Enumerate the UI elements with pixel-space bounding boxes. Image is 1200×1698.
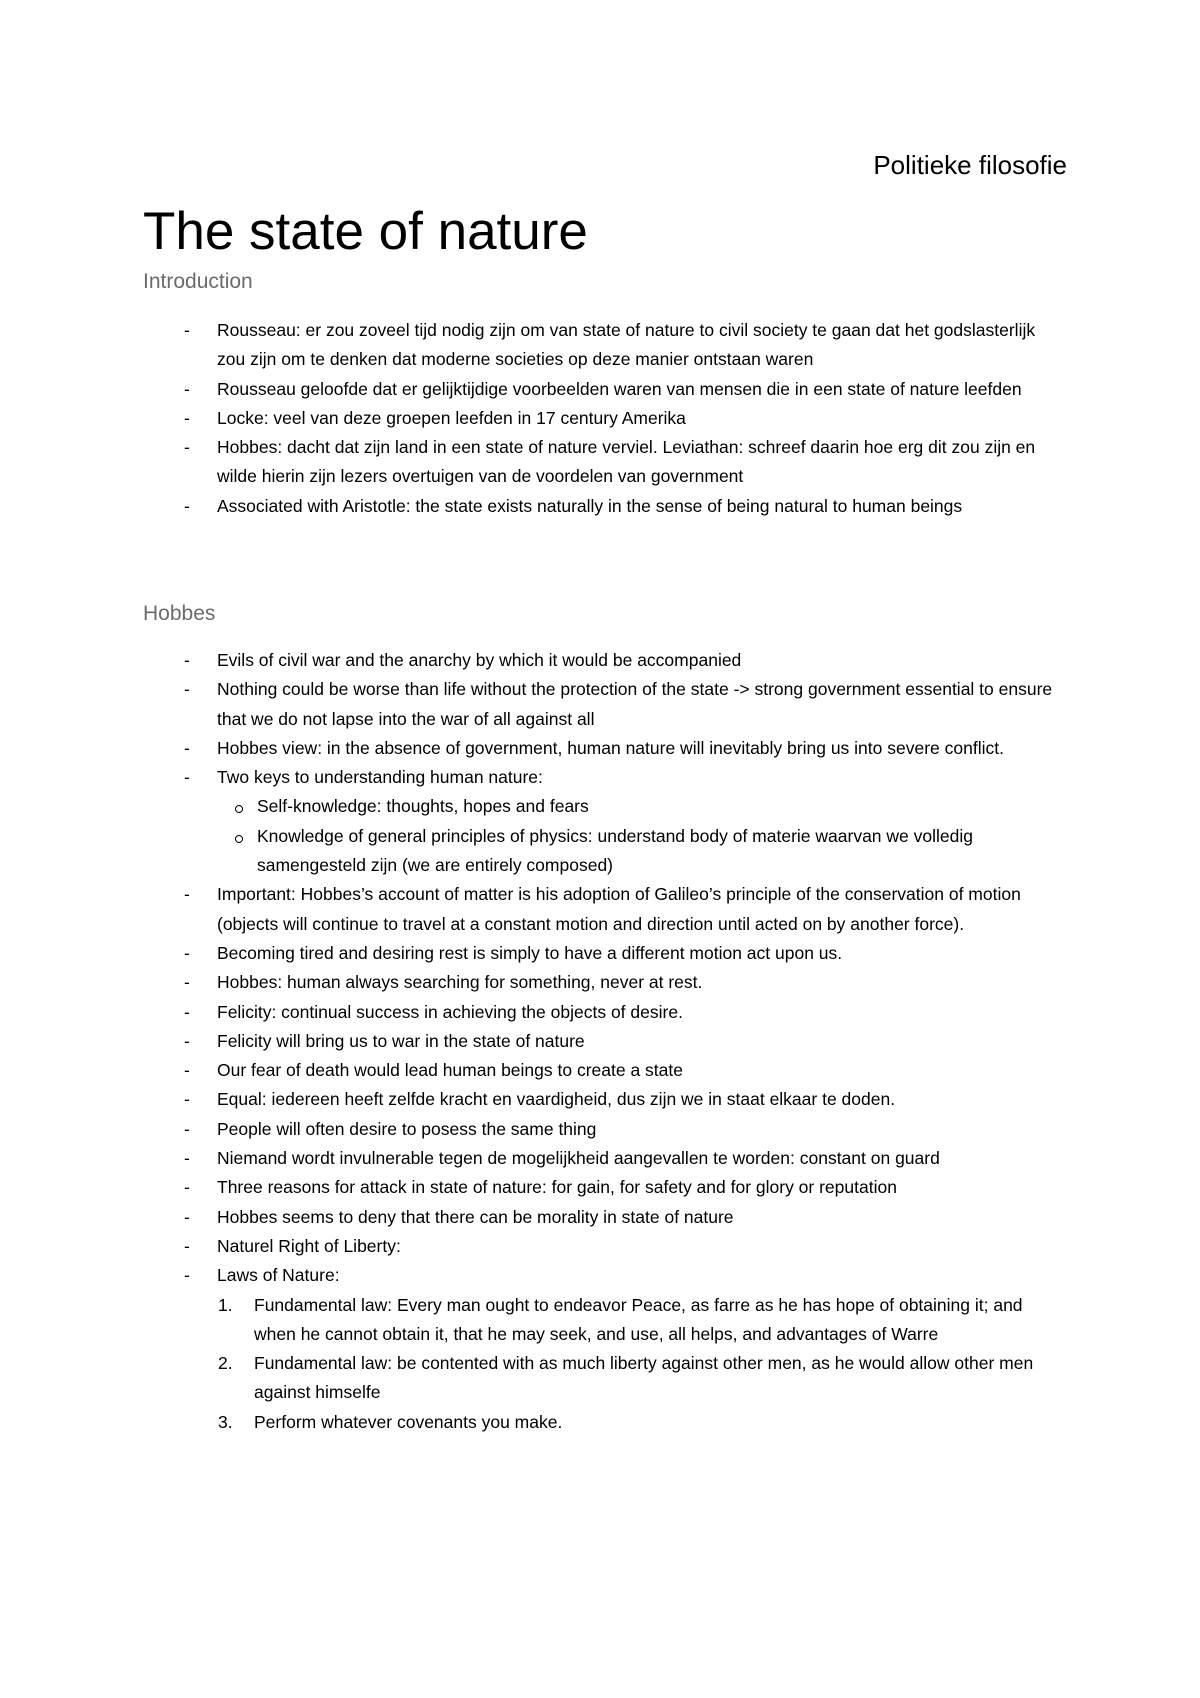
list-number: 1. [218,1294,233,1315]
dash-bullet: - [184,1030,190,1051]
list-item: - Niemand wordt invulnerable tegen de mogelijkheid aangevallen te worden: constant on guard [184,1144,1064,1173]
list-number: 2. [218,1353,233,1374]
list-item: - Hobbes: human always searching for something, never at rest. [184,968,1064,997]
introduction-list [184,316,1064,521]
numbered-list-item: 2. Fundamental law: be contented with as much liberty against other men, as he would allow other men against himselfe [184,1349,1064,1408]
numbered-list-item: 3. Perform whatever covenants you make. [184,1408,1064,1437]
sub-list-item: Knowledge of general principles of physics: understand body of materie waarvan we volledig samengesteld zijn (we are entirely composed) [257,825,973,876]
list-item: - Our fear of death would lead human beings to create a state [184,1056,1064,1085]
list-item: - Important: Hobbes’s account of matter is his adoption of Galileo’s principle of the conservation of motion (objects will continue to travel at a constant motion and direction until acted on by another force). [184,880,1064,939]
dash-bullet: - [184,1206,190,1227]
introduction-heading: Introduction [143,270,253,293]
list-item: - Rousseau: er zou zoveel tijd nodig zijn om van state of nature to civil society te gaan dat het godslasterlijk zou zijn om te denken dat moderne societies op deze manier ontstaan waren [184,316,1064,375]
page-title: The state of nature [143,202,588,261]
list-number: 3. [218,1411,233,1432]
dash-bullet: - [184,1148,190,1169]
dash-bullet: - [184,1060,190,1081]
dash-bullet: - [184,972,190,993]
dash-bullet: - [184,1177,190,1198]
list-item: - Felicity: continual success in achieving the objects of desire. [184,998,1064,1027]
hobbes-list [184,646,1064,1437]
list-item: - Hobbes view: in the absence of government, human nature will inevitably bring us into severe conflict. [184,734,1064,763]
dash-bullet: - [184,942,190,963]
course-header: Politieke filosofie [873,150,1067,180]
laws-of-nature-list [184,1291,1064,1437]
dash-bullet: - [184,737,190,758]
dash-bullet: - [184,1235,190,1256]
list-item: - People will often desire to posess the same thing [184,1115,1064,1144]
list-item: - Evils of civil war and the anarchy by which it would be accompanied [184,646,1064,675]
list-item: - Becoming tired and desiring rest is simply to have a different motion act upon us. [184,939,1064,968]
dash-bullet: - [184,767,190,788]
dash-bullet: - [184,1265,190,1286]
dash-bullet: - [184,378,190,399]
list-item: - Hobbes: dacht dat zijn land in een state of nature verviel. Leviathan: schreef daarin hoe erg dit zou zijn en wilde hierin zijn lezers overtuigen van de voordelen van government [184,433,1064,492]
list-item: - Nothing could be worse than life without the protection of the state -> strong government essential to ensure that we do not lapse into the war of all against all [184,675,1064,734]
hobbes-heading: Hobbes [143,602,216,625]
dash-bullet: - [184,1001,190,1022]
dash-bullet: - [184,1089,190,1110]
list-item: - Three reasons for attack in state of nature: for gain, for safety and for glory or reputation [184,1173,1064,1202]
dash-bullet: - [184,495,190,516]
dash-bullet: - [184,1118,190,1139]
list-item: - Felicity will bring us to war in the state of nature [184,1027,1064,1056]
list-item: - Hobbes seems to deny that there can be morality in state of nature [184,1203,1064,1232]
list-item: - Laws of Nature: 1. Fundamental law: Every man ought to endeavor Peace, as farre as he has hope of obtaining it; and when he cannot obtain it, that he may seek, and use, all helps, and advantages of Warre 2. Fundamental law: be contented with as much liberty against other men, as he would allow other men against himselfe 3. Perform whatever covenants you make. [184,1261,1064,1437]
list-item: - Associated with Aristotle: the state exists naturally in the sense of being natural to human beings [184,492,1064,521]
list-item: - Two keys to understanding human nature: Self-knowledge: thoughts, hopes and fears Knowledge of general principles of physics: understand body of materie waarvan we volledig samengesteld zijn (we are entirely composed) [184,763,1064,880]
dash-bullet: - [184,679,190,700]
sub-list [217,792,1064,880]
sub-list-item: Self-knowledge: thoughts, hopes and fears [257,796,589,817]
dash-bullet: - [184,650,190,670]
dash-bullet: - [184,407,190,428]
list-item: - Locke: veel van deze groepen leefden in 17 century Amerika [184,404,1064,433]
dash-bullet: - [184,320,190,340]
list-item: - Rousseau geloofde dat er gelijktijdige voorbeelden waren van mensen die in een state of nature leefden [184,375,1064,404]
list-item: - Naturel Right of Liberty: [184,1232,1064,1261]
list-item: - Equal: iedereen heeft zelfde kracht en vaardigheid, dus zijn we in staat elkaar te doden. [184,1085,1064,1114]
dash-bullet: - [184,437,190,458]
numbered-list-item: 1. Fundamental law: Every man ought to endeavor Peace, as farre as he has hope of obtaining it; and when he cannot obtain it, that he may seek, and use, all helps, and advantages of Warre [184,1291,1064,1350]
dash-bullet: - [184,884,190,905]
